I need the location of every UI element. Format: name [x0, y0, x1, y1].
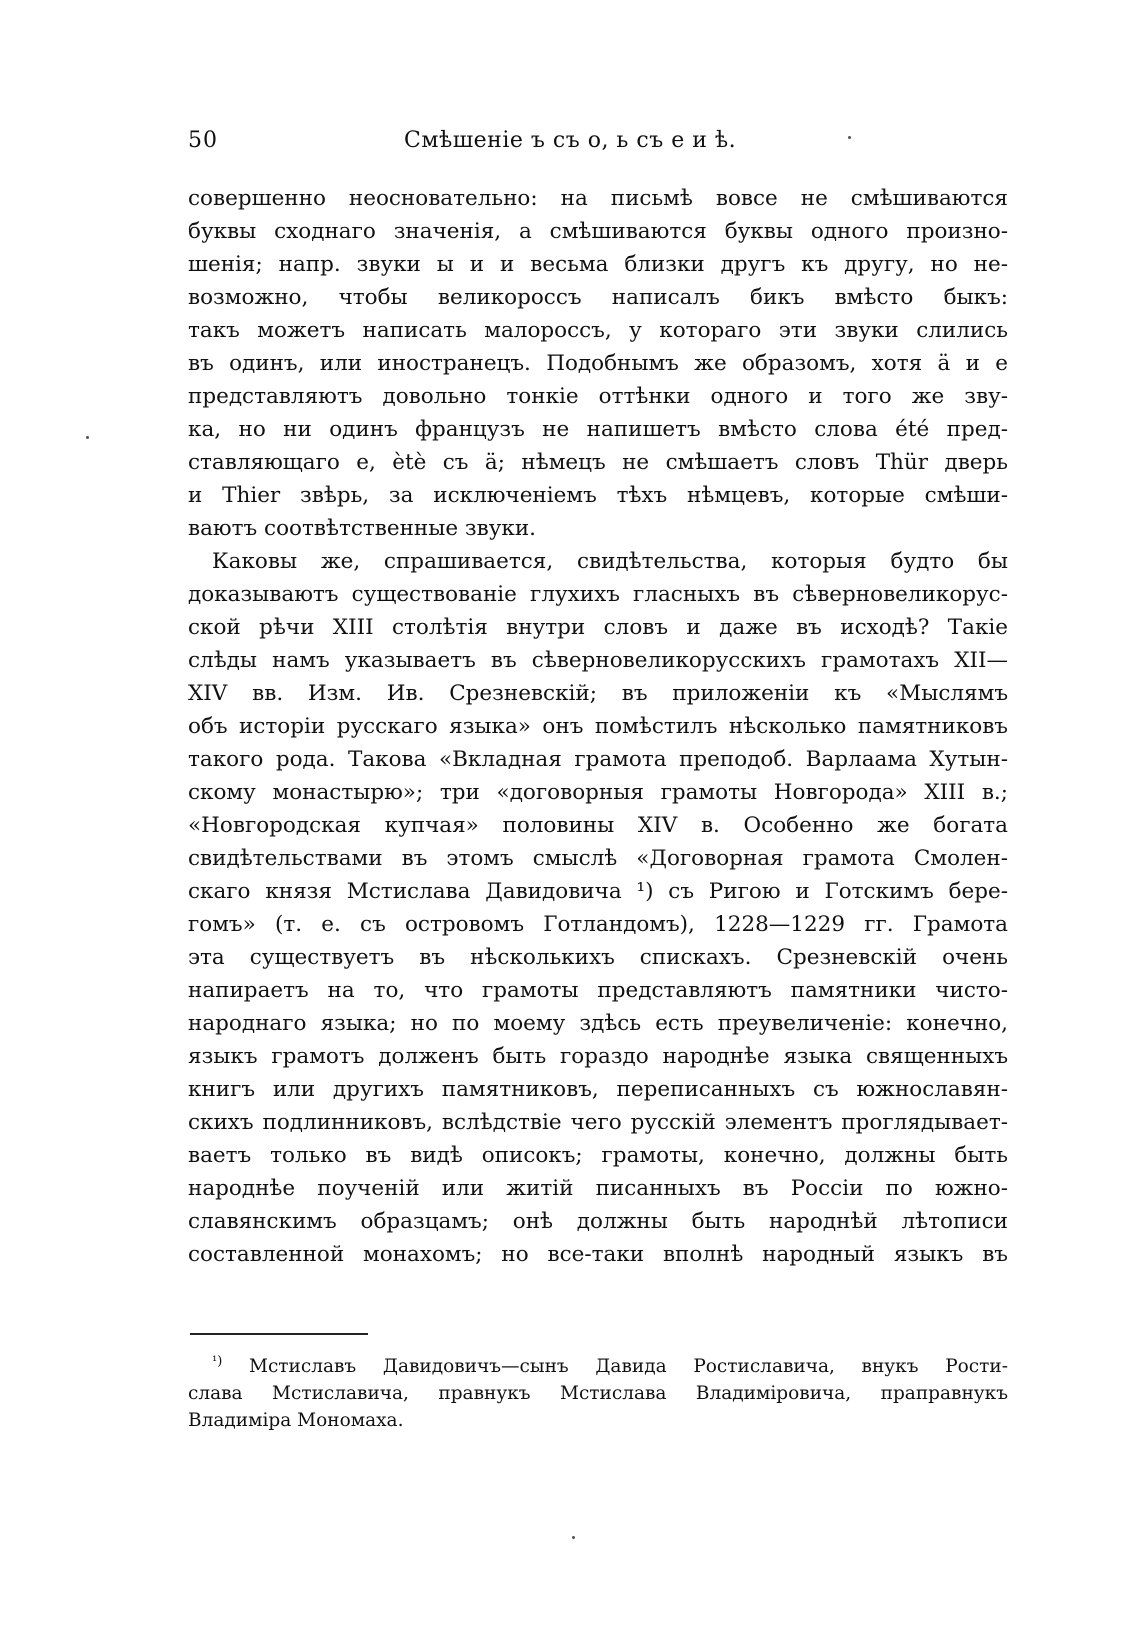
- text-line: гомъ» (т. е. съ островомъ Готландомъ), 1228—1229 гг. Грамота: [188, 912, 1008, 937]
- text-line: скихъ подлинниковъ, вслѣдствіе чего русскій элементъ проглядывает-: [188, 1110, 1008, 1135]
- text-line: языкъ грамотъ долженъ быть гораздо народнѣе языка священныхъ: [188, 1044, 1008, 1069]
- print-speck: [86, 436, 89, 439]
- page-number: 50: [188, 128, 218, 153]
- footnote-mark: ¹): [212, 1353, 223, 1369]
- text-line: представляютъ довольно тонкіе оттѣнки одного и того же зву-: [188, 384, 1008, 409]
- text-line: составленной монахомъ; но все-таки вполнѣ народный языкъ въ: [188, 1242, 1008, 1267]
- text-line: такъ можетъ написать малороссъ, у котораго эти звуки слились: [188, 318, 1008, 343]
- text-line: совершенно неосновательно: на письмѣ вовсе не смѣшиваются: [188, 186, 1008, 211]
- text-line: скаго князя Мстислава Давидовича ¹) съ Ригою и Готскимъ бере-: [188, 879, 1008, 904]
- text-line: ской рѣчи XIII столѣтія внутри словъ и даже въ исходѣ? Такіе: [188, 615, 1008, 640]
- text-line: свидѣтельствами въ этомъ смыслѣ «Договорная грамота Смолен-: [188, 846, 1008, 871]
- text-line: доказываютъ существованіе глухихъ гласныхъ въ сѣверновеликорус-: [188, 582, 1008, 607]
- footnote-divider: [190, 1333, 368, 1335]
- text-line: ваетъ только въ видѣ описокъ; грамоты, конечно, должны быть: [188, 1143, 1008, 1168]
- text-line: XIV вв. Изм. Ив. Срезневскій; въ приложеніи къ «Мыслямъ: [188, 681, 1008, 706]
- text-line: книгъ или другихъ памятниковъ, переписанныхъ съ южнославян-: [188, 1077, 1008, 1102]
- footnotes: [188, 1353, 1008, 1434]
- footnote-line: слава Мстиславича, правнукъ Мстислава Владиміровича, праправнукъ: [188, 1383, 1008, 1404]
- text-line: въ одинъ, или иностранецъ. Подобнымъ же образомъ, хотя ä и e: [188, 351, 1008, 376]
- footnote-text: Мстиславъ Давидовичъ—сынъ Давида Ростиславича, внукъ Рости-: [249, 1356, 1008, 1377]
- print-speck: [848, 136, 851, 139]
- text-line: шенія; напр. звуки ы и и весьма близки другъ къ другу, но не-: [188, 252, 1008, 277]
- print-speck: [572, 1536, 575, 1539]
- text-line: буквы сходнаго значенія, а смѣшиваются буквы одного произно-: [188, 219, 1008, 244]
- text-line: народнаго языка; но по моему здѣсь есть преувеличеніе: конечно,: [188, 1011, 1008, 1036]
- text-line: ка, но ни одинъ французъ не напишетъ вмѣсто слова été пред-: [188, 417, 1008, 442]
- text-line: напираетъ на то, что грамоты представляютъ памятники чисто-: [188, 978, 1008, 1003]
- text-line: и Thier звѣрь, за исключеніемъ тѣхъ нѣмцевъ, которые смѣши-: [188, 483, 1008, 508]
- running-head: Смѣшеніе ъ съ о, ь съ е и ѣ.: [404, 128, 737, 153]
- page-header: [188, 128, 1008, 164]
- body-text: [188, 182, 1008, 1271]
- text-line: славянскимъ образцамъ; онѣ должны быть народнѣй лѣтописи: [188, 1209, 1008, 1234]
- text-line: слѣды намъ указываетъ въ сѣверновеликорусскихъ грамотахъ XII—: [188, 648, 1008, 673]
- text-line: объ исторіи русскаго языка» онъ помѣстилъ нѣсколько памятниковъ: [188, 714, 1008, 739]
- text-line: такого рода. Такова «Вкладная грамота преподоб. Варлаама Хутын-: [188, 747, 1008, 772]
- text-line: ваютъ соотвѣтственные звуки.: [188, 516, 537, 541]
- footnote-line: Владиміра Мономаха.: [188, 1410, 404, 1431]
- footnote-line: [188, 1353, 1008, 1380]
- text-line: ставляющаго e, ètè съ ä; нѣмецъ не смѣшаетъ словъ Thür дверь: [188, 450, 1008, 475]
- text-line: скому монастырю»; три «договорныя грамоты Новгорода» XIII в.;: [188, 780, 1008, 805]
- text-line: народнѣе поученій или житій писанныхъ въ Россіи по южно-: [188, 1176, 1008, 1201]
- text-line: возможно, чтобы великороссъ написалъ бикъ вмѣсто быкъ:: [188, 285, 1008, 310]
- text-line: эта существуетъ въ нѣсколькихъ спискахъ. Срезневскій очень: [188, 945, 1008, 970]
- text-line: «Новгородская купчая» половины XIV в. Особенно же богата: [188, 813, 1008, 838]
- paragraph-start-line: Каковы же, спрашивается, свидѣтельства, которыя будто бы: [212, 549, 1008, 574]
